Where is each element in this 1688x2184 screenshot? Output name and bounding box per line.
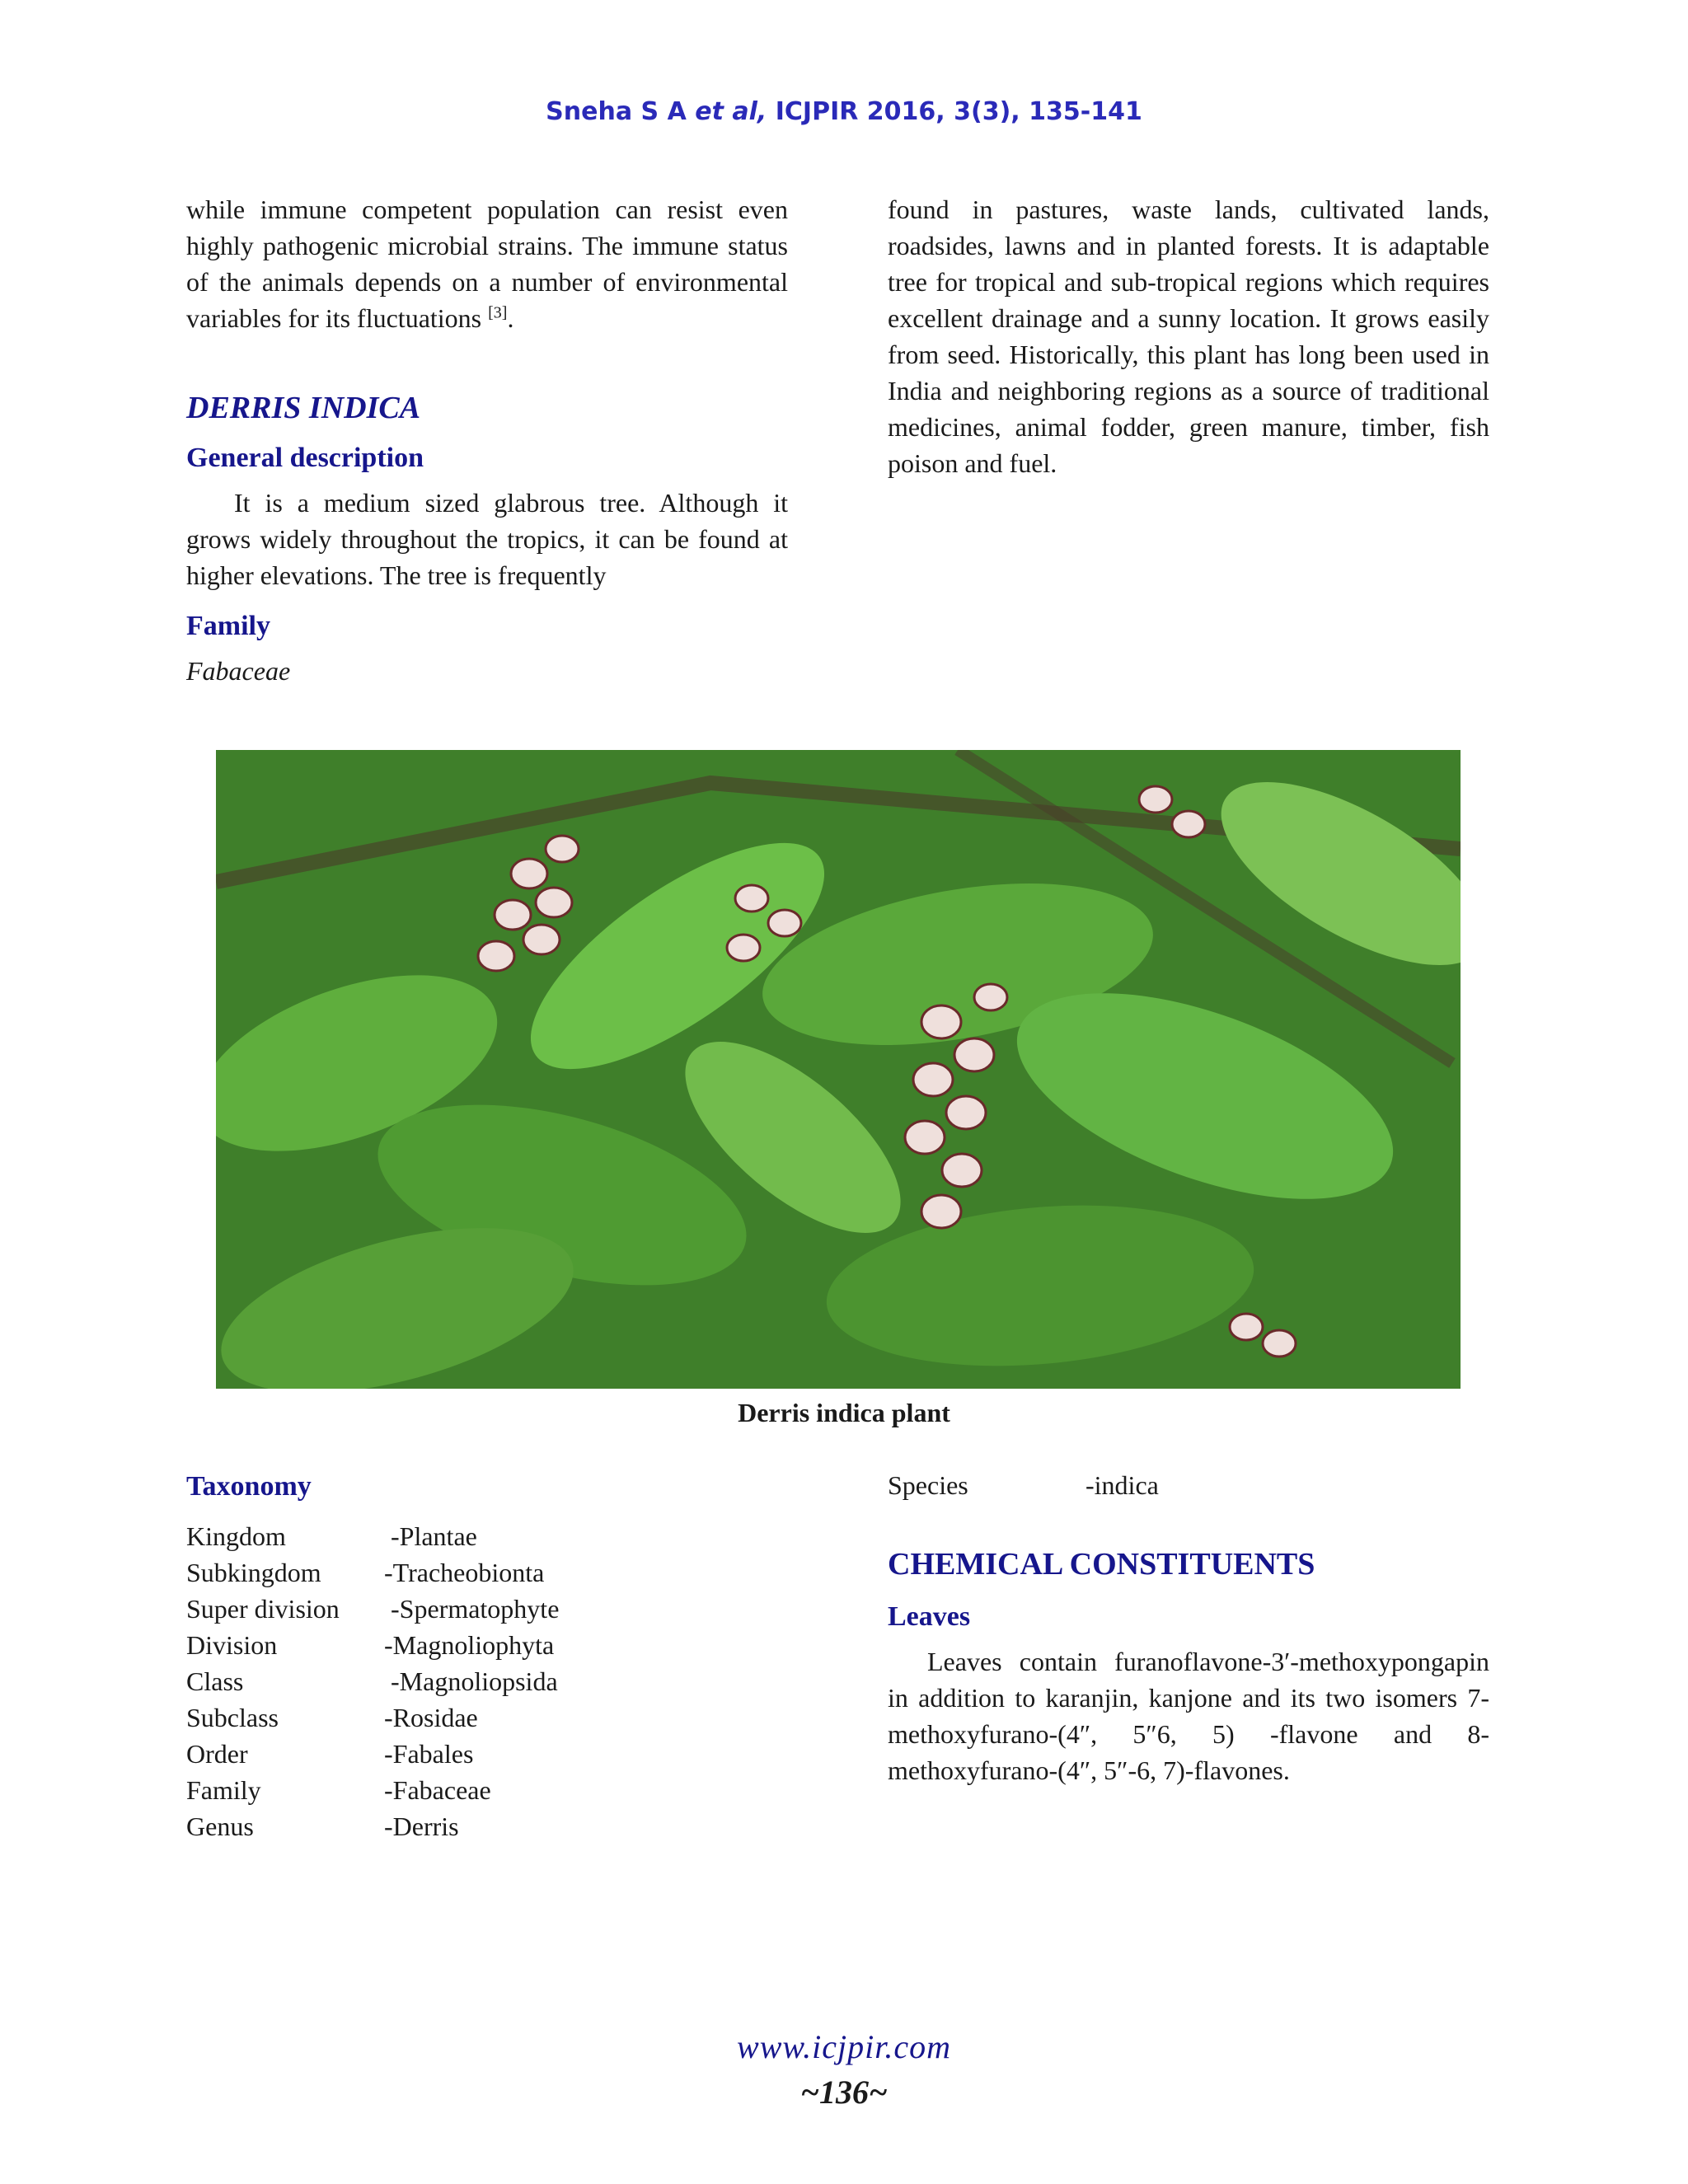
intro-text: while immune competent population can resist even highly pathogenic microbial strains. The immune status of the animals depends on a number of environmental variables for its fluctuations: [186, 194, 788, 333]
habitat-paragraph: found in pastures, waste lands, cultivated lands, roadsides, lawns and in planted forests. It is adaptable tree for tropical and sub-tropical regions which requires excellent drainage and a sunny location. It grows easily from seed. Historically, this plant has long been used in India and neighboring regions as a source of traditional medicines, animal fodder, green manure, timber, fish poison and fuel.: [888, 194, 1489, 478]
taxonomy-row: [186, 1554, 788, 1591]
left-column-top: [186, 191, 788, 689]
header-author: Sneha S A: [546, 97, 696, 126]
derris-indica-photo: [216, 750, 1461, 1389]
footer-url-link[interactable]: www.icjpir.com: [737, 2028, 951, 2065]
section-title: DERRIS INDICA: [186, 391, 421, 425]
leaves-heading: Leaves: [888, 1601, 971, 1632]
general-description-heading: General description: [186, 443, 424, 473]
taxonomy-row: [186, 1518, 788, 1554]
taxonomy-row: [186, 1627, 788, 1663]
taxonomy-rank: Subclass: [186, 1703, 279, 1732]
taxonomy-value: -Derris: [384, 1811, 459, 1841]
plant-illustration: [216, 750, 1461, 1389]
taxonomy-rank: Class: [186, 1666, 244, 1696]
taxonomy-row: [186, 1772, 788, 1808]
taxonomy-value: -Rosidae: [384, 1703, 478, 1732]
taxonomy-rank: Family: [186, 1775, 261, 1805]
taxonomy-rank: Genus: [186, 1811, 254, 1841]
taxonomy-section: [186, 1467, 788, 1844]
family-value: Fabaceae: [186, 656, 291, 686]
taxonomy-value: -Spermatophyte: [384, 1594, 560, 1624]
taxonomy-rank: Kingdom: [186, 1521, 286, 1551]
header-etal: et al,: [695, 97, 767, 126]
taxonomy-value: -Magnoliophyta: [384, 1630, 555, 1660]
taxonomy-value: -Tracheobionta: [384, 1558, 545, 1587]
taxonomy-value: -Fabaceae: [384, 1775, 491, 1805]
taxonomy-value: -Fabales: [384, 1739, 474, 1769]
taxonomy-row: [186, 1591, 788, 1627]
taxonomy-heading: Taxonomy: [186, 1471, 312, 1502]
citation-ref[interactable]: [3]: [488, 303, 508, 322]
taxonomy-rank: Subkingdom: [186, 1558, 321, 1587]
taxonomy-value: -Plantae: [384, 1521, 477, 1551]
taxonomy-value: -indica: [1085, 1470, 1159, 1500]
header-journal: ICJPIR 2016, 3(3), 135-141: [767, 97, 1142, 126]
taxonomy-rank: Division: [186, 1630, 278, 1660]
taxonomy-rank: Super division: [186, 1594, 340, 1624]
intro-paragraph: [186, 191, 788, 336]
right-column-top: [888, 191, 1489, 481]
taxonomy-row: [186, 1736, 788, 1772]
leaves-text: Leaves contain furanoflavone-3′-methoxypongapin in addition to karanjin, kanjone and its two isomers 7-methoxyfurano-(4″, 5″6, 5) -flavone and 8-methoxyfurano-(4″, 5″-6, 7)-flavones.: [888, 1647, 1489, 1785]
running-header: [0, 97, 1688, 126]
taxonomy-row: [186, 1808, 788, 1844]
family-heading: Family: [186, 611, 270, 641]
taxonomy-row: [186, 1699, 788, 1736]
taxonomy-rank: Species: [888, 1470, 968, 1500]
taxonomy-species-row: [888, 1467, 1489, 1503]
taxonomy-table: [186, 1518, 788, 1844]
general-description-text: It is a medium sized glabrous tree. Although it grows widely throughout the tropics, it can be found at higher elevations. The tree is frequently: [186, 488, 788, 590]
right-column-bottom: [888, 1467, 1489, 1788]
taxonomy-row: [186, 1663, 788, 1699]
figure-caption: Derris indica plant: [738, 1398, 950, 1427]
chemical-constituents-heading: CHEMICAL CONSTITUENTS: [888, 1547, 1315, 1582]
page-number: ~136~: [800, 2074, 888, 2111]
taxonomy-value: -Magnoliopsida: [384, 1666, 558, 1696]
taxonomy-rank: Order: [186, 1739, 248, 1769]
intro-end: .: [507, 303, 514, 333]
